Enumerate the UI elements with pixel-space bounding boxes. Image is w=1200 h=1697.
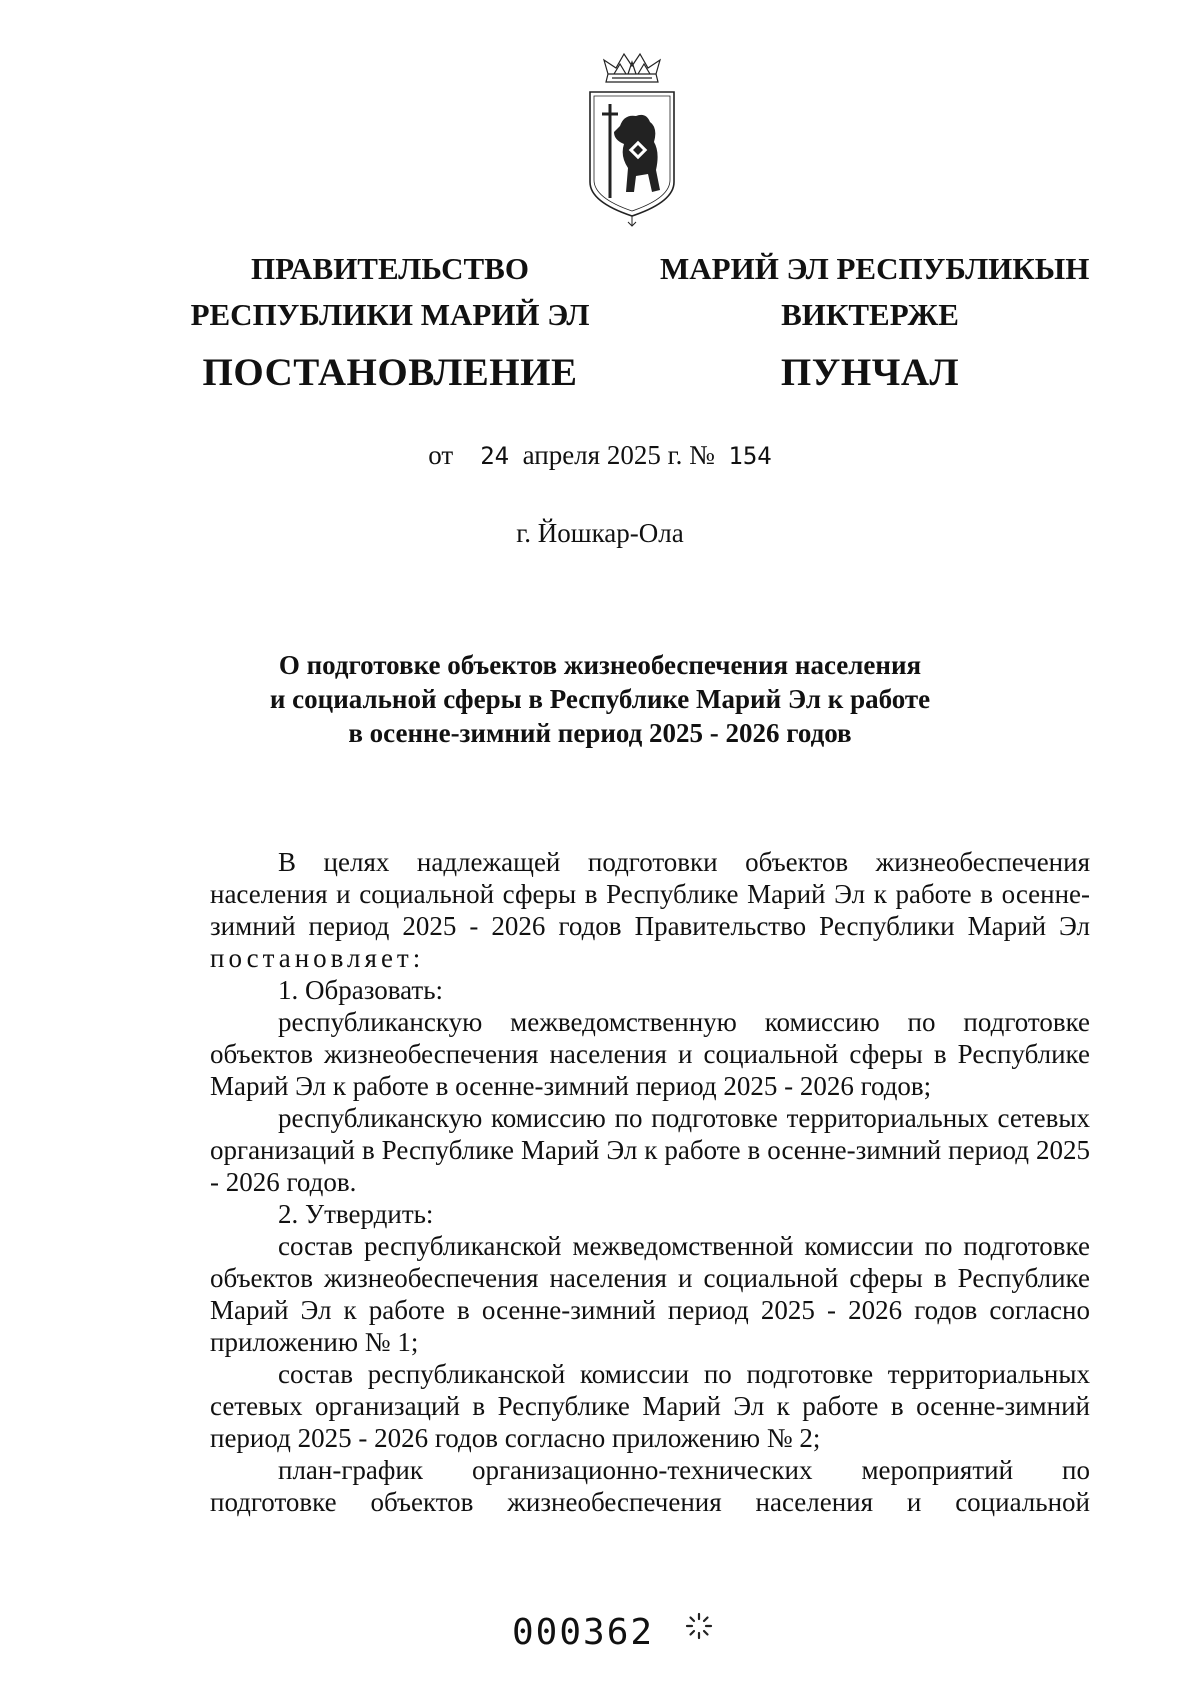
date-rest: апреля 2025 г. №: [522, 440, 715, 470]
title-line: в осенне-зимний период 2025 - 2026 годов: [348, 718, 852, 748]
org-name-mari-line2: ВИКТЕРЖЕ: [781, 297, 959, 332]
document-body: [210, 846, 1090, 1518]
date-prefix: от: [428, 440, 454, 470]
item2-b: состав республиканской комиссии по подготовке территориальных сетевых организаций в Республике Марий Эл к работе в осенне-зимний период 2025 - 2026 годов согласно приложению № 2;: [210, 1359, 1090, 1453]
org-name-russian-line2: РЕСПУБЛИКИ МАРИЙ ЭЛ: [190, 297, 590, 332]
document-date-line: [0, 440, 1200, 471]
document-title: [180, 648, 1020, 750]
title-line: О подготовке объектов жизнеобеспечения населения: [278, 650, 922, 680]
doc-type-mari: ПУНЧАЛ: [780, 351, 960, 394]
item2-a: состав республиканской межведомственной комиссии по подготовке объектов жизнеобеспечения населения и социальной сферы в Республике Марий Эл к работе в осенне-зимний период 2025 - 2026 годов согласно приложению № 1;: [210, 1231, 1090, 1357]
intro-text: В целях надлежащей подготовки объектов жизнеобеспечения населения и социальной сферы в Республике Марий Эл к работе в осенне-зимний период 2025 - 2026 годов Правительство Республики Марий Эл: [210, 847, 1090, 941]
item2-heading: 2. Утвердить:: [278, 1199, 434, 1229]
stamp-mark-icon: [684, 1611, 714, 1641]
document-number: 154: [728, 442, 772, 470]
serial-number: 000362: [512, 1612, 655, 1653]
org-name-russian-line1: ПРАВИТЕЛЬСТВО: [251, 251, 529, 286]
header-right: [660, 246, 1090, 398]
item2-c: план-график организационно-технических мероприятий по подготовке объектов жизнеобеспечения населения и социальной: [210, 1455, 1090, 1517]
item1-a: республиканскую межведомственную комиссию по подготовке объектов жизнеобеспечения населения и социальной сферы в Республике Марий Эл к работе в осенне-зимний период 2025 - 2026 годов;: [210, 1007, 1090, 1101]
item1-heading: 1. Образовать:: [278, 975, 444, 1005]
item1-b: республиканскую комиссию по подготовке территориальных сетевых организаций в Республике Марий Эл к работе в осенне-зимний период 2025 - 2026 годов.: [210, 1103, 1090, 1197]
title-line: и социальной сферы в Республике Марий Эл к работе: [269, 684, 931, 714]
header-left: [190, 246, 590, 398]
date-day: 24: [480, 442, 510, 470]
doc-type-russian: ПОСТАНОВЛЕНИЕ: [202, 351, 578, 394]
coat-of-arms-icon: [584, 52, 680, 228]
org-name-mari-line1: МАРИЙ ЭЛ РЕСПУБЛИКЫН: [660, 251, 1090, 286]
intro-paragraph: [210, 846, 1090, 974]
resolves-text: постановляет:: [210, 943, 425, 973]
city: г. Йошкар-Ола: [516, 518, 684, 548]
